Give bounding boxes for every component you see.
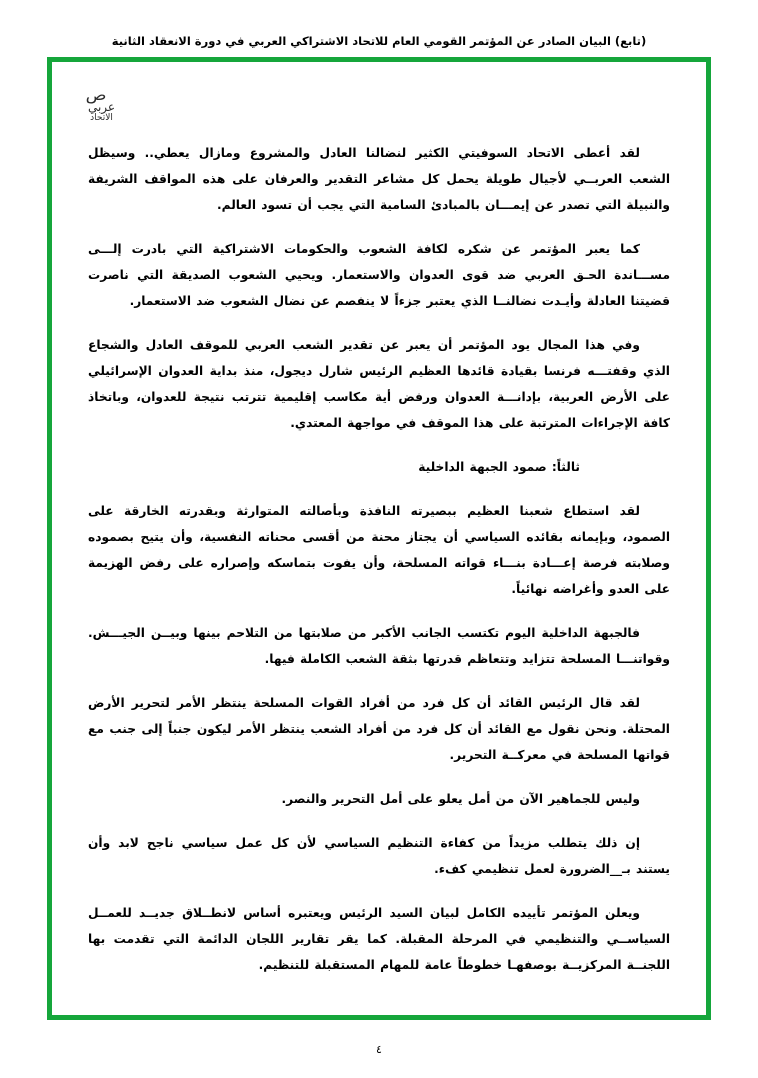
emblem-top-glyph: ص (85, 86, 107, 104)
paragraph: لقد استطاع شعبنا العظيم ببصيرته النافذة وبأصالته المتوارثة وبقدرته الخارقة على الصمود، وبإيمانه بقائده السياسي أن يجتاز محنة من أقسى محناته النفسية، وأن يتيح بصموده وصلابته فرصة إعـــادة بنـــاء قواته المسلحة، وأن يفوت بتماسكه وإصراره على رفض الهزيمة على العدو وأغراضه نهائياً. (88, 504, 670, 596)
paragraph: وفي هذا المجال يود المؤتمر أن يعبر عن تقدير الشعب العربي للموقف العادل والشجاع الذي وقفتـــه فرنسا بقيادة قائدها العظيم الرئيس شارل ديجول، منذ بداية العدوان الإسرائيلي على الأرض العربية، بإدانـــة العدوان ورفض أية مكاسب إقليمية تترتب نتيجة للعدوان، وباتخاذ كافة الإجراءات المترتبة على هذا الموقف في مواجهة المعتدي. (88, 338, 670, 430)
emblem-bottom-glyph: الاتحاد (90, 113, 113, 123)
paragraph: لقد أعطى الاتحاد السوفيتي الكثير لنضالنا العادل والمشروع ومازال يعطي.. وسيظل الشعب العربــي لأجيال طويلة يحمل كل مشاعر التقدير والعرفان على هذه المواقف الشريفة والنبيلة التي تصدر عن إيمـــان بالمبادئ السامية التي يجب أن تسود العالم. (88, 146, 670, 212)
emblem (52, 88, 706, 132)
page-border-frame (47, 57, 711, 1020)
document-body (88, 140, 670, 996)
page-number: ٤ (376, 1043, 382, 1056)
emblem-mid-glyph: عربي (87, 100, 116, 114)
running-header: (تابع) البيان الصادر عن المؤتمر القومي العام للاتحاد الاشتراكي العربي في دورة الانعقاد الثانية (111, 34, 647, 48)
paragraph: لقد قال الرئيس القائد أن كل فرد من أفراد القوات المسلحة ينتظر الأمر لتحرير الأرض المحتلة. ونحن نقول مع القائد أن كل فرد من أفراد الشعب ينتظر الأمر ليكون جنباً إلى جنب مع قواتها المسلحة في معركــة التحرير. (88, 696, 670, 762)
paragraph: إن ذلك يتطلب مزيداً من كفاءة التنظيم السياسي لأن كل عمل سياسي ناجح لابد وأن يستند بـ__الضرورة لعمل تنظيمي كفء. (88, 836, 670, 876)
paragraph: وليس للجماهير الآن من أمل يعلو على أمل التحرير والنصر. (281, 792, 640, 806)
paragraph: ويعلن المؤتمر تأييده الكامل لبيان السيد الرئيس ويعتبره أساس لانطــلاق جديــد للعمــل السياســي والتنظيمي في المرحلة المقبلة. كما يقر تقارير اللجان الدائمة التي تقدمت بها اللجنــة المركزيــة بوصفهـا خطوطاً عامة للمهام المستقبلة للتنظيم. (88, 906, 670, 972)
paragraph: كما يعبر المؤتمر عن شكره لكافة الشعوب والحكومات الاشتراكية التي بادرت إلـــى مســـاندة الحـق العربي ضد قوى العدوان والاستعمار. ويحيي الشعوب الصديقة التي ناصرت قضيتنا العادلة وأيـدت نضالنــا الذي يعتبر جزءاً لا ينفصم عن نضال الشعوب ضد الاستعمار. (88, 242, 670, 308)
section-heading: ثالثاً: صمود الجبهة الداخلية (418, 460, 580, 474)
paragraph: فالجبهة الداخلية اليوم تكتسب الجانب الأكبر من صلابتها من التلاحم بينها وبيــن الجيـــش. وقواتنـــا المسلحة تتزايد وتتعاظم قدرتها بثقة الشعب الكاملة فيها. (88, 626, 670, 666)
organization-emblem-icon (80, 88, 124, 128)
